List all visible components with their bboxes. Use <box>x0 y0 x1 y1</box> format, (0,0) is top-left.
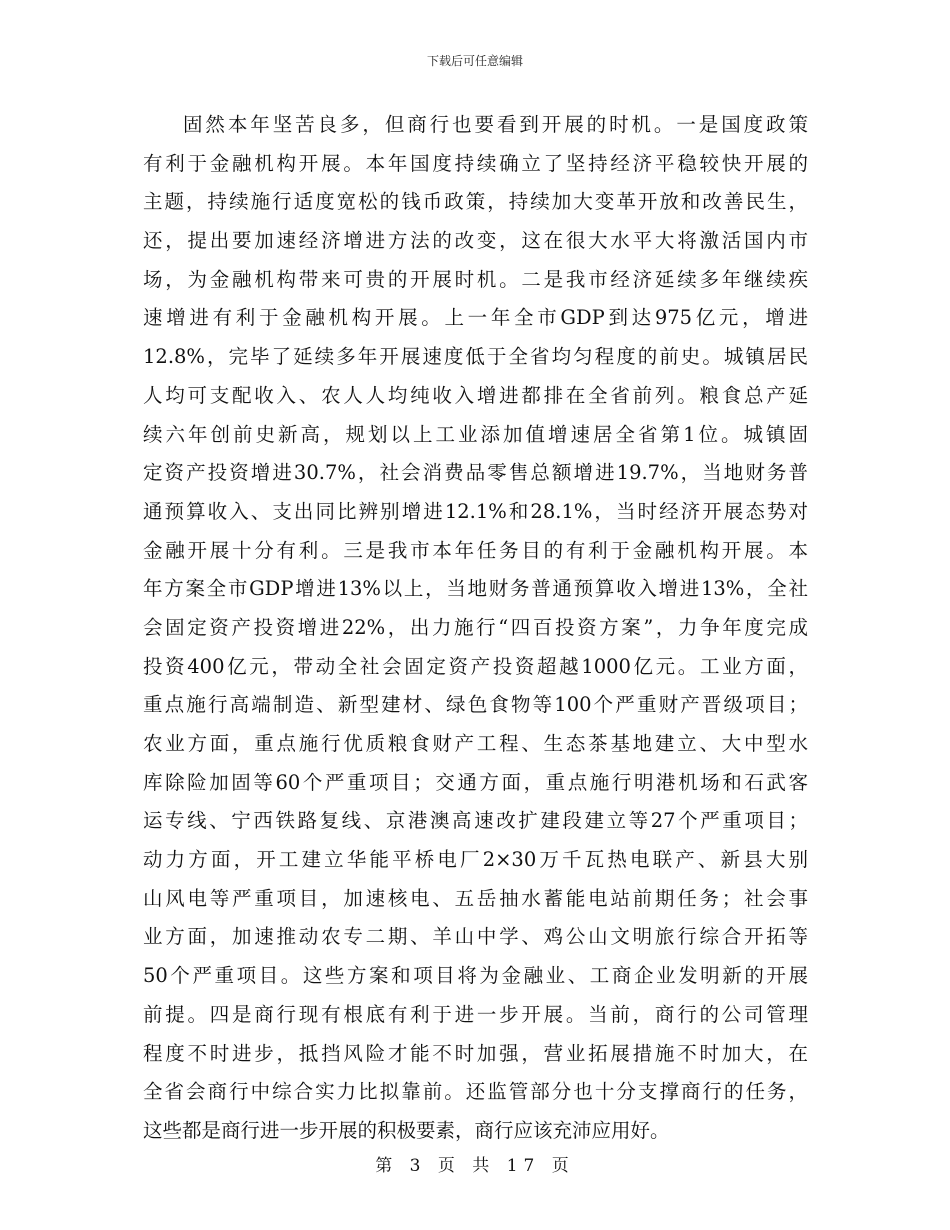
text-line: 50个严重项目。这些方案和项目将为金融业、工商企业发明新的开展 <box>143 964 808 988</box>
page-header: 下载后可任意编辑 <box>426 54 523 68</box>
text-line: 这些都是商行进一步开展的积极要素，商行应该充沛应用好。 <box>143 1118 670 1142</box>
text-line: 运专线、宁西铁路复线、京港澳高速改扩建段建立等27个严重项目； <box>143 809 808 833</box>
text-line: 山风电等严重项目，加速核电、五岳抽水蓄能电站前期任务；社会事 <box>143 886 808 910</box>
text-line: 还，提出要加速经济增进方法的改变，这在很大水平大将激活国内市 <box>143 229 808 253</box>
text-line: 通预算收入、支出同比辨别增进12.1%和28.1%，当时经济开展态势对 <box>143 499 808 523</box>
text-line: 重点施行高端制造、新型建材、绿色食物等100个严重财产晋级项目； <box>143 693 808 717</box>
text-line: 农业方面，重点施行优质粮食财产工程、生态茶基地建立、大中型水 <box>143 732 808 755</box>
text-line: 主题，持续施行适度宽松的钱币政策，持续加大变革开放和改善民生， <box>143 190 808 214</box>
text-line: 场，为金融机构带来可贵的开展时机。二是我市经济延续多年继续疾 <box>143 267 808 291</box>
text-line: 全省会商行中综合实力比拟靠前。还监管部分也十分支撑商行的任务， <box>143 1080 808 1104</box>
text-line: 库除险加固等60个严重项目；交通方面，重点施行明港机场和石武客 <box>143 770 808 794</box>
text-line: 固然本年坚苦良多，但商行也要看到开展的时机。一是国度政策 <box>183 113 808 136</box>
body-paragraph <box>143 106 808 1151</box>
text-line: 会固定资产投资增进22%，出力施行“四百投资方案”，力争年度完成 <box>143 615 808 639</box>
text-line: 速增进有利于金融机构开展。上一年全市GDP到达975亿元，增进 <box>143 306 808 330</box>
text-line: 前提。四是商行现有根底有利于进一步开展。当前，商行的公司管理 <box>143 1002 808 1026</box>
text-line: 业方面，加速推动农专二期、羊山中学、鸡公山文明旅行综合开拓等 <box>143 925 808 949</box>
page-number-footer: 第 3 页 共 17 页 <box>375 1156 575 1176</box>
text-line: 动力方面，开工建立华能平桥电厂2×30万千瓦热电联产、新县大别 <box>143 848 808 872</box>
text-line: 续六年创前史新高，规划以上工业添加值增速居全省第1位。城镇固 <box>143 422 808 446</box>
text-line: 金融开展十分有利。三是我市本年任务目的有利于金融机构开展。本 <box>143 538 808 562</box>
text-line: 有利于金融机构开展。本年国度持续确立了坚持经济平稳较快开展的 <box>143 151 808 175</box>
text-line: 年方案全市GDP增进13%以上，当地财务普通预算收入增进13%，全社 <box>143 577 808 601</box>
text-line: 人均可支配收入、农人人均纯收入增进都排在全省前列。粮食总产延 <box>143 383 808 407</box>
text-line: 投资400亿元，带动全社会固定资产投资超越1000亿元。工业方面， <box>143 654 808 678</box>
text-line: 12.8%，完毕了延续多年开展速度低于全省均匀程度的前史。城镇居民 <box>143 345 808 369</box>
text-line: 定资产投资增进30.7%，社会消费品零售总额增进19.7%，当地财务普 <box>143 461 808 485</box>
text-line: 程度不时进步，抵挡风险才能不时加强，营业拓展措施不时加大，在 <box>143 1041 808 1065</box>
